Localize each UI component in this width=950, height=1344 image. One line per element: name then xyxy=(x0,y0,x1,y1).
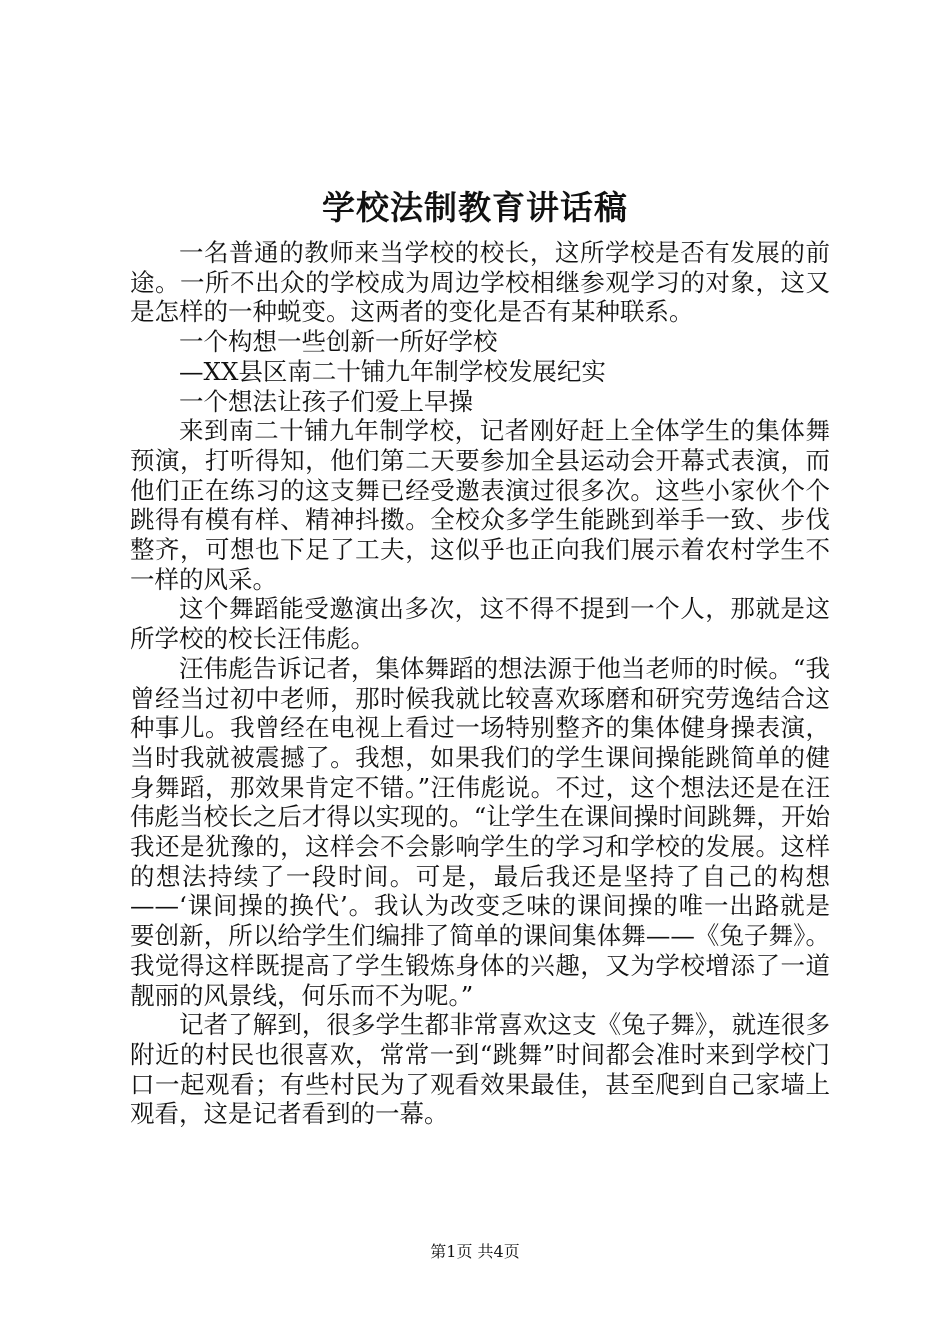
document-body xyxy=(130,238,830,1129)
paragraph-intro: 一名普通的教师来当学校的校长，这所学校是否有发展的前途。一所不出众的学校成为周边学校相继参观学习的对象，这又是怎样的一种蜕变。这两者的变化是否有某种联系。 xyxy=(130,238,830,327)
paragraph-body: 这个舞蹈能受邀演出多次，这不得不提到一个人，那就是这所学校的校长汪伟彪。 xyxy=(130,594,830,654)
paragraph-body: 来到南二十铺九年制学校，记者刚好赶上全体学生的集体舞预演，打听得知，他们第二天要参加全县运动会开幕式表演，而他们正在练习的这支舞已经受邀表演过很多次。这些小家伙个个跳得有模有样、精神抖擞。全校众多学生能跳到举手一致、步伐整齐，可想也下足了工夫，这似乎也正向我们展示着农村学生不一样的风采。 xyxy=(130,416,830,594)
paragraph-section-title: 一个想法让孩子们爱上早操 xyxy=(179,386,473,416)
page-footer: 第1页 共4页 xyxy=(430,1242,520,1261)
paragraph-body: 记者了解到，很多学生都非常喜欢这支《兔子舞》，就连很多附近的村民也很喜欢，常常一到“跳舞”时间都会准时来到学校门口一起观看；有些村民为了观看效果最佳，甚至爬到自己家墙上观看，这是记者看到的一幕。 xyxy=(130,1010,830,1129)
paragraph-heading: 一个构想一些创新一所好学校 xyxy=(179,327,498,357)
paragraph-subheading: —XX县区南二十铺九年制学校发展纪实 xyxy=(179,356,606,386)
page-title: 学校法制教育讲话稿 xyxy=(322,188,628,227)
paragraph-body: 汪伟彪告诉记者，集体舞蹈的想法源于他当老师的时候。“我曾经当过初中老师，那时候我就比较喜欢琢磨和研究劳逸结合这种事儿。我曾经在电视上看过一场特别整齐的集体健身操表演，当时我就被震撼了。我想，如果我们的学生课间操能跳简单的健身舞蹈，那效果肯定不错。”汪伟彪说。不过，这个想法还是在汪伟彪当校长之后才得以实现的。“让学生在课间操时间跳舞，开始我还是犹豫的，这样会不会影响学生的学习和学校的发展。这样的想法持续了一段时间。可是，最后我还是坚持了自己的构想——‘课间操的换代’。我认为改变乏味的课间操的唯一出路就是要创新，所以给学生们编排了简单的课间集体舞——《兔子舞》。我觉得这样既提高了学生锻炼身体的兴趣，又为学校增添了一道靓丽的风景线，何乐而不为呢。” xyxy=(130,653,830,1010)
